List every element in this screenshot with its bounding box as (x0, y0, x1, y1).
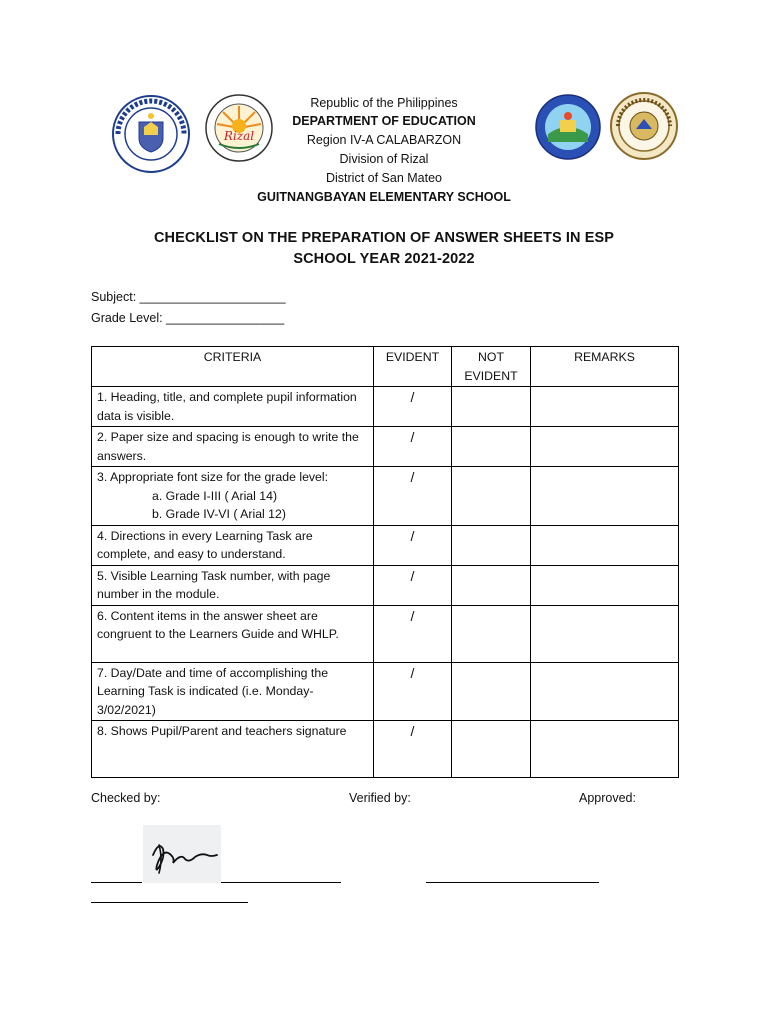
handwritten-signature (143, 825, 221, 883)
table-row (92, 427, 679, 467)
not-evident-cell (452, 467, 531, 526)
subject-field: Subject: _____________________ (91, 290, 286, 304)
remarks-cell (531, 387, 679, 427)
san-mateo-district-logo (532, 94, 604, 160)
evident-check-mark: / (374, 467, 452, 526)
not-evident-cell (452, 605, 531, 662)
criteria-sub-item: b. Grade IV-VI ( Arial 12) (152, 507, 286, 521)
remarks-cell (531, 605, 679, 662)
rizal-logo-text: Rizal (223, 129, 255, 143)
criteria-sub-item: a. Grade I-III ( Arial 14) (152, 488, 278, 503)
approved-signature-line (91, 902, 248, 903)
table-row (92, 662, 679, 721)
table-row (92, 467, 679, 526)
header-republic: Republic of the Philippines (310, 96, 458, 110)
header-region: Region IV-A CALABARZON (306, 133, 462, 147)
header-division: Division of Rizal (339, 152, 429, 166)
guitnangbayan-school-logo (608, 91, 680, 161)
verified-by-label: Verified by: (349, 791, 411, 805)
header-remarks: REMARKS (531, 347, 679, 387)
table-row (92, 525, 679, 565)
checked-by-label: Checked by: (91, 791, 161, 805)
evident-check-mark: / (374, 565, 452, 605)
checklist-table (91, 346, 679, 778)
not-evident-cell (452, 662, 531, 721)
not-evident-cell (452, 525, 531, 565)
remarks-cell (531, 467, 679, 526)
header-district: District of San Mateo (325, 171, 442, 185)
criteria-text: 3. Appropriate font size for the grade level: (97, 470, 329, 484)
remarks-cell (531, 721, 679, 778)
header-department: DEPARTMENT OF EDUCATION (292, 114, 476, 128)
verified-by-signature-line (426, 882, 599, 883)
criteria-cell (92, 467, 374, 526)
header-criteria: CRITERIA (92, 347, 374, 387)
remarks-cell (531, 427, 679, 467)
not-evident-cell (452, 721, 531, 778)
approved-label: Approved: (579, 791, 636, 805)
not-evident-cell (452, 427, 531, 467)
evident-check-mark: / (374, 662, 452, 721)
criteria-cell: 6. Content items in the answer sheet are congruent to the Learners Guide and WHLP. (92, 605, 374, 662)
evident-check-mark: / (374, 525, 452, 565)
criteria-cell: 4. Directions in every Learning Task are complete, and easy to understand. (92, 525, 374, 565)
header-not-evident: NOT EVIDENT (452, 347, 531, 387)
remarks-cell (531, 525, 679, 565)
table-row (92, 605, 679, 662)
header-school-name: GUITNANGBAYAN ELEMENTARY SCHOOL (257, 190, 511, 204)
criteria-cell: 5. Visible Learning Task number, with page number in the module. (92, 565, 374, 605)
not-evident-cell (452, 565, 531, 605)
criteria-cell: 2. Paper size and spacing is enough to write the answers. (92, 427, 374, 467)
document-title: CHECKLIST ON THE PREPARATION OF ANSWER SHEETS IN ESP (153, 230, 615, 246)
deped-seal-logo (106, 94, 196, 174)
remarks-cell (531, 662, 679, 721)
checked-by-signature-line-extension (221, 882, 341, 883)
table-row (92, 565, 679, 605)
header-evident: EVIDENT (374, 347, 452, 387)
table-row (92, 387, 679, 427)
table-row (92, 721, 679, 778)
grade-level-field: Grade Level: _________________ (91, 311, 285, 325)
checked-by-signature-line (91, 882, 142, 883)
evident-check-mark: / (374, 721, 452, 778)
remarks-cell (531, 565, 679, 605)
school-year-title: SCHOOL YEAR 2021-2022 (293, 251, 475, 267)
evident-check-mark: / (374, 387, 452, 427)
not-evident-cell (452, 387, 531, 427)
evident-check-mark: / (374, 427, 452, 467)
table-header-row (92, 347, 679, 387)
criteria-cell: 1. Heading, title, and complete pupil information data is visible. (92, 387, 374, 427)
criteria-cell: 7. Day/Date and time of accomplishing the Learning Task is indicated (i.e. Monday-3/02/2021) (92, 662, 374, 721)
evident-check-mark: / (374, 605, 452, 662)
criteria-cell: 8. Shows Pupil/Parent and teachers signature (92, 721, 374, 778)
